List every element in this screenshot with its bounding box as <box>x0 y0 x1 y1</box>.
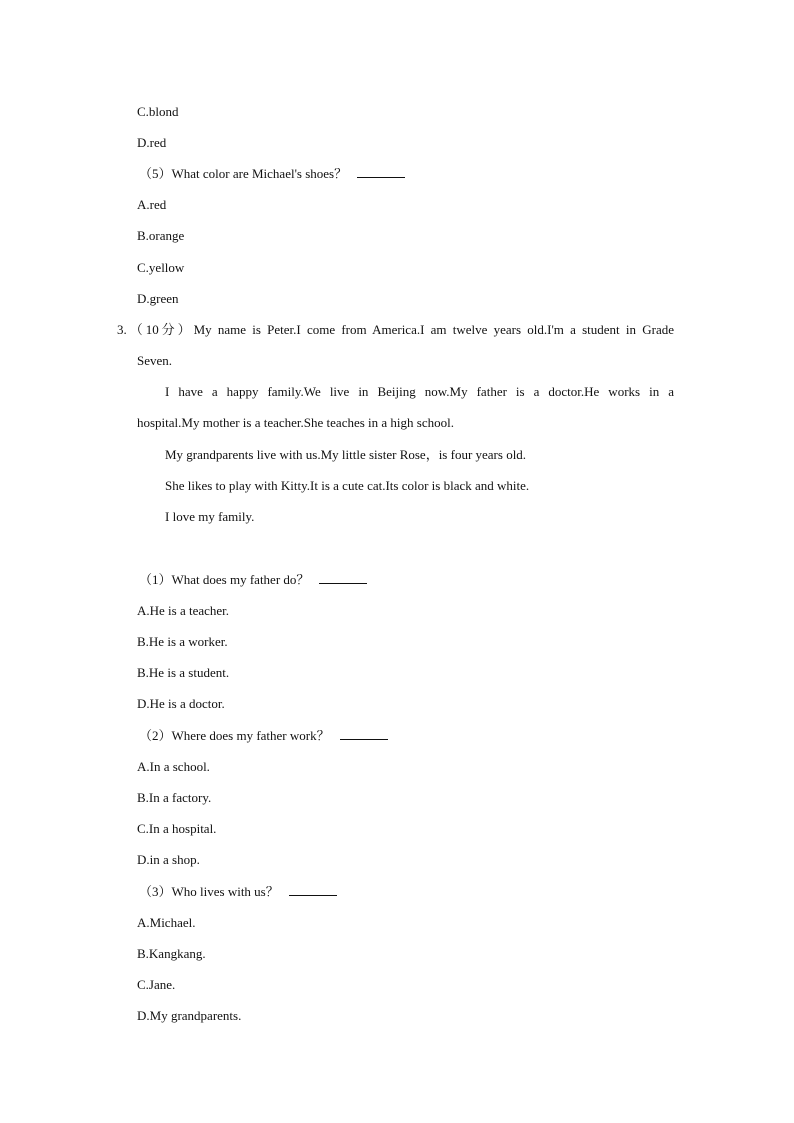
answer-blank <box>319 571 367 584</box>
subquestion-2 <box>139 727 388 745</box>
option-d-red: D.red <box>137 135 167 150</box>
option: D.He is a doctor. <box>137 696 225 711</box>
question-5 <box>139 165 405 183</box>
option: B.He is a worker. <box>137 634 228 649</box>
option: D.My grandparents. <box>137 1008 242 1023</box>
answer-blank <box>289 883 337 896</box>
subquestion-text: （2）Where does my father work？ <box>139 728 330 743</box>
subquestion-text: （1）What does my father do？ <box>139 572 310 587</box>
subquestion-1 <box>139 571 367 589</box>
question-number: 3. <box>117 322 127 337</box>
passage-paragraph-3: She likes to play with Kitty.It is a cute cat.Its color is black and white. <box>165 478 530 493</box>
option-c-blond: C.blond <box>137 104 179 119</box>
passage-paragraph-1-cont: hospital.My mother is a teacher.She teaches in a high school. <box>137 415 454 430</box>
question-3-header <box>117 321 674 339</box>
option: D.green <box>137 291 179 306</box>
option: B.In a factory. <box>137 790 212 805</box>
answer-blank <box>340 727 388 740</box>
option: D.in a shop. <box>137 852 200 867</box>
option: A.red <box>137 197 167 212</box>
option: B.Kangkang. <box>137 946 206 961</box>
passage-paragraph-4: I love my family. <box>165 509 255 524</box>
subquestion-text: （3）Who lives with us？ <box>139 884 279 899</box>
question-header-text: My name is Peter.I come from America.I am twelve years old.I'm a student in Grade <box>193 322 674 337</box>
passage-paragraph-1: I have a happy family.We live in Beijing now.My father is a doctor.He works in a <box>165 384 674 399</box>
option: A.In a school. <box>137 759 210 774</box>
option: A.He is a teacher. <box>137 603 230 618</box>
option: C.yellow <box>137 260 185 275</box>
option: B.orange <box>137 228 185 243</box>
option: C.Jane. <box>137 977 176 992</box>
passage-paragraph-2: My grandparents live with us.My little sister Rose，is four years old. <box>165 447 527 462</box>
option: B.He is a student. <box>137 665 230 680</box>
answer-blank <box>357 165 405 178</box>
question-score: （10分） <box>126 322 194 337</box>
question-3-header-cont: Seven. <box>137 353 173 368</box>
option: C.In a hospital. <box>137 821 217 836</box>
option: A.Michael. <box>137 915 196 930</box>
subquestion-3 <box>139 883 337 901</box>
question-5-text: （5）What color are Michael's shoes？ <box>139 166 348 181</box>
